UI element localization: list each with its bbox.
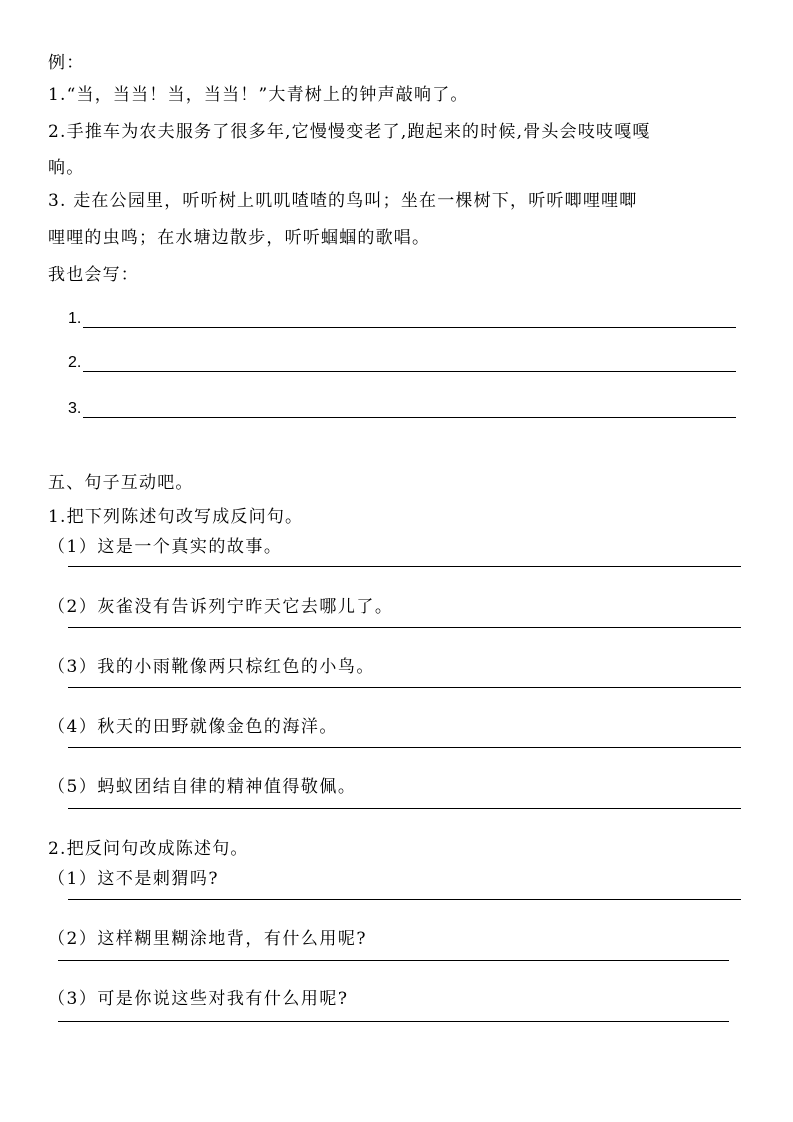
example-sentence-1: 1.“当，当当！当，当当！”大青树上的钟声敲响了。 [48, 85, 469, 105]
example-heading: 例： [48, 53, 85, 73]
section-title: 五、句子互动吧。 [48, 473, 194, 493]
answer-line-1-4[interactable] [68, 747, 741, 748]
question-2-2: （2）这样糊里糊涂地背，有什么用呢? [48, 929, 367, 949]
practice-item-number: 2. [68, 354, 82, 371]
practice-answer-row-2[interactable] [68, 352, 736, 374]
example-sentence-2: 2.手推车为农夫服务了很多年,它慢慢变老了,跑起来的时候,骨头会吱吱嘎嘎 [48, 122, 651, 142]
answer-line-2-1[interactable] [68, 899, 741, 900]
answer-line-1-5[interactable] [68, 808, 741, 809]
answer-line-1-1[interactable] [68, 566, 741, 567]
practice-item-number: 1. [68, 310, 82, 327]
practice-answer-row-3[interactable] [68, 398, 736, 420]
example-sentence-3: 3. 走在公园里，听听树上叽叽喳喳的鸟叫；坐在一棵树下，听听唧哩哩唧 [48, 191, 638, 211]
question-1-3: （3）我的小雨靴像两只棕红色的小鸟。 [48, 657, 375, 677]
question-2-1: （1）这不是刺猬吗? [48, 869, 219, 889]
example-sentence-3-continued: 哩哩的虫鸣；在水塘边散步，听听蝈蝈的歌唱。 [48, 228, 431, 248]
question-1-5: （5）蚂蚁团结自律的精神值得敬佩。 [48, 777, 357, 797]
question-1-2: （2）灰雀没有告诉列宁昨天它去哪儿了。 [48, 597, 394, 617]
question-2-3: （3）可是你说这些对我有什么用呢? [48, 989, 349, 1009]
answer-line-1-3[interactable] [68, 687, 741, 688]
part1-instruction: 1.把下列陈述句改写成反问句。 [48, 507, 304, 527]
answer-line[interactable] [83, 327, 736, 328]
part2-instruction: 2.把反问句改成陈述句。 [48, 839, 249, 859]
question-1-4: （4）秋天的田野就像金色的海洋。 [48, 717, 338, 737]
practice-heading: 我也会写： [48, 265, 139, 285]
answer-line-1-2[interactable] [68, 627, 741, 628]
answer-line[interactable] [83, 371, 736, 372]
answer-line-2-2[interactable] [58, 960, 729, 961]
practice-answer-row-1[interactable] [68, 308, 736, 330]
answer-line-2-3[interactable] [58, 1021, 729, 1022]
question-1-1: （1）这是一个真实的故事。 [48, 537, 283, 557]
practice-item-number: 3. [68, 400, 82, 417]
example-sentence-2-continued: 响。 [48, 158, 85, 178]
answer-line[interactable] [83, 417, 736, 418]
